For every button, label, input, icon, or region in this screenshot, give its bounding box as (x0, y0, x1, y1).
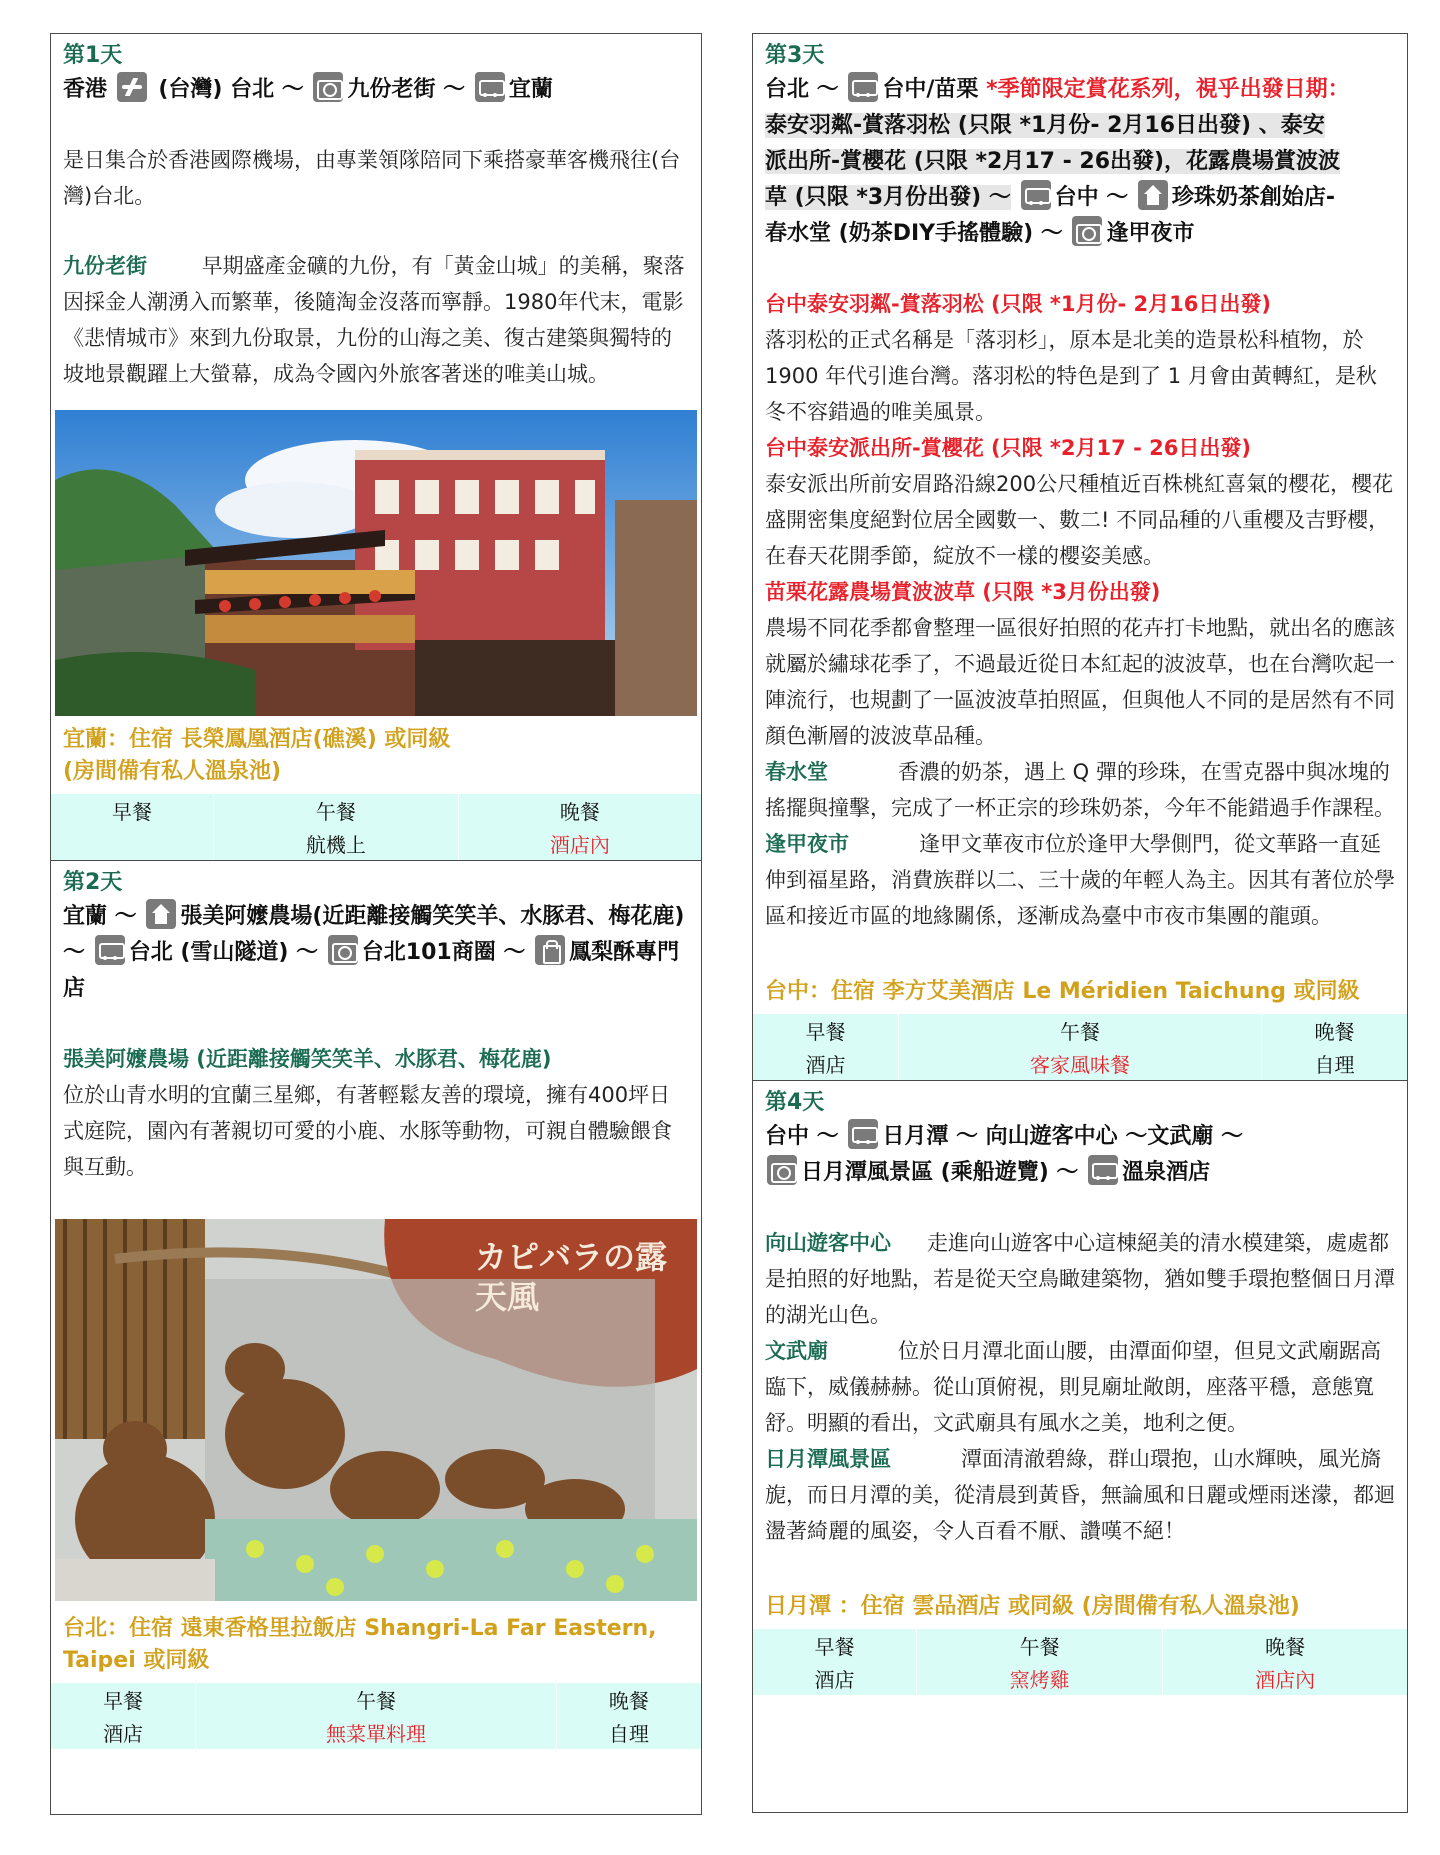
day1-meal-table (51, 794, 701, 860)
meal-dinner: 酒店內 (1163, 1662, 1407, 1695)
day1-intro: 是日集合於香港國際機場，由專業領隊陪同下乘搭豪華客機飛往(台灣)台北。 (63, 148, 681, 208)
hotel-line: 台北：住宿 遠東香格里拉飯店 Shangri-La Far Eastern, (63, 1616, 657, 1641)
day4-hotel: 日月潭 ：住宿 雲品酒店 或同級 (房間備有私人溫泉池) (765, 1594, 1300, 1619)
bus-icon (95, 935, 125, 965)
route-stop: 張美阿嬤農場(近距離接觸笑笑羊、水豚君、梅花鹿)～ (63, 904, 685, 965)
capybara-photo (55, 1219, 697, 1601)
day3-spot-sakura (753, 430, 1407, 574)
spot-description: 早期盛產金礦的九份，有「黃金山城」的美稱，聚落因採金人潮湧入而繁華，後隨淘金沒落而寧靜。1980年代末，電影《悲情城市》來到九份取景，九份的山海之美、復古建築與獨特的坡地景觀躍上大螢幕，成為令國內外旅客著迷的唯美山城。 (63, 254, 685, 386)
meal-header-row (51, 794, 701, 827)
spot-description: 落羽松的正式名稱是「落羽杉」，原本是北美的造景松科植物，於 1900 年代引進台灣。落羽松的特色是到了 1 月會由黃轉紅，是秋冬不容錯過的唯美風景。 (765, 328, 1377, 424)
camera-icon (313, 72, 343, 102)
meal-value-row (753, 1662, 1407, 1695)
day4-route (753, 1119, 1407, 1191)
day4-spot-sunmoonlake (753, 1441, 1407, 1549)
meal-breakfast: 酒店 (103, 1722, 144, 1746)
meal-header-row (753, 1629, 1407, 1662)
day3-section (753, 34, 1407, 1080)
spot-name: 張美阿嬤農場 (近距離接觸笑笑羊、水豚君、梅花鹿) (63, 1047, 552, 1071)
seasonal-option: 草 (只限 *3月份出發) ～ (765, 185, 1011, 210)
meal-header-breakfast: 早餐 (112, 800, 152, 824)
day4-spot-xiangshan (753, 1225, 1407, 1333)
day1-hotel (51, 716, 701, 788)
day1-spot-jiufen (51, 248, 701, 392)
bus-icon (475, 72, 505, 102)
jiufen-photo (55, 410, 697, 716)
route-stop: 日月潭風景區 (乘船遊覽) ～ (801, 1160, 1079, 1185)
seasonal-option: 泰安羽粼-賞落羽松 (只限 *1月份- 2月16日出發) 、泰安 (765, 113, 1325, 138)
meal-header-row (753, 1014, 1407, 1047)
day3-title: 第3天 (765, 43, 825, 68)
day2-spot-farm (51, 1041, 701, 1185)
day3-hotel: 台中：住宿 李方艾美酒店 Le Méridien Taichung 或同級 (765, 979, 1360, 1004)
route-stop: 台中/苗栗 (882, 77, 979, 102)
bus-icon (848, 1119, 878, 1149)
day2-route (51, 899, 701, 1007)
meal-lunch: 無菜單料理 (196, 1716, 557, 1749)
day4-meal-table (753, 1629, 1407, 1695)
spot-title: 台中泰安羽粼-賞落羽松 (只限 *1月份- 2月16日出發) (765, 292, 1271, 316)
day1-title: 第1天 (63, 43, 123, 68)
day2-title: 第2天 (63, 870, 123, 895)
meal-value-row (753, 1047, 1407, 1080)
bus-icon (1021, 180, 1051, 210)
meal-dinner: 酒店內 (458, 827, 701, 860)
meal-header-lunch: 午餐 (899, 1014, 1262, 1047)
route-stop: 春水堂 (奶茶DIY手搖體驗) ～ (765, 221, 1063, 246)
spot-description: 位於日月潭北面山腰，由潭面仰望，但見文武廟踞高臨下，威儀赫赫。從山頂俯視，則見廟址敞朗，座落平穩，意態寬舒。明顯的看出，文武廟具有風水之美，地利之便。 (765, 1339, 1381, 1435)
left-column (50, 33, 702, 1815)
route-stop: 珍珠奶茶創始店- (1171, 185, 1336, 210)
day3-spot-luoyusong (753, 286, 1407, 430)
day2-meal-table (51, 1683, 701, 1749)
meal-dinner: 自理 (1261, 1047, 1407, 1080)
route-stop: 鳳梨酥專門店 (63, 940, 680, 1001)
day4-spot-wenwu (753, 1333, 1407, 1441)
meal-lunch: 窯烤雞 (917, 1662, 1163, 1695)
day3-spot-fengjia (753, 826, 1407, 934)
meal-header-breakfast: 早餐 (805, 1020, 846, 1044)
day4-section (753, 1080, 1407, 1695)
spot-description: 逢甲文華夜市位於逢甲大學側門，從文華路一直延伸到福星路，消費族群以二、三十歲的年輕人為主。因其有著位於學區和接近市區的地緣關係，逐漸成為臺中市夜市集團的龍頭。 (765, 832, 1395, 928)
route-stop: 日月潭 ～ 向山遊客中心 ～文武廟 ～ (882, 1124, 1243, 1149)
route-stop: 台北101商圈 (361, 940, 496, 965)
day1-section (51, 34, 701, 860)
spot-name: 日月潭風景區 (765, 1447, 891, 1471)
meal-breakfast: 酒店 (814, 1668, 855, 1692)
spot-description: 香濃的奶茶，遇上 Q 彈的珍珠，在雪克器中與冰塊的搖擺與撞擊，完成了一杯正宗的珍珠奶茶，今年不能錯過手作課程。 (765, 760, 1395, 820)
hotel-line: Taipei 或同級 (63, 1648, 210, 1673)
camera-icon (767, 1155, 797, 1185)
camera-icon (1072, 216, 1102, 246)
spot-name: 九份老街 (63, 254, 147, 278)
route-stop: 宜蘭 (508, 77, 553, 102)
route-stop: 台北 ～ (765, 77, 839, 102)
meal-value-row (51, 1716, 701, 1749)
day3-meal-table (753, 1014, 1407, 1080)
spot-name: 向山遊客中心 (765, 1231, 891, 1255)
spot-description: 泰安派出所前安眉路沿線200公尺種植近百株桃紅喜氣的櫻花，櫻花盛開密集度絕對位居全國數一、數二! 不同品種的八重櫻及吉野櫻，在春天花開季節，綻放不一樣的櫻姿美感。 (765, 472, 1394, 568)
spot-description: 位於山青水明的宜蘭三星鄉，有著輕鬆友善的環境，擁有400坪日式庭院，園內有著親切可愛的小鹿、水豚等動物，可親自體驗餵食與互動。 (63, 1083, 672, 1179)
meal-header-dinner: 晚餐 (556, 1683, 701, 1716)
route-stop: (台灣) 台北 ～ (158, 77, 304, 102)
day4-title: 第4天 (765, 1090, 825, 1115)
route-stop: 逢甲夜市 (1106, 221, 1195, 246)
route-stop: 台中 ～ (765, 1124, 839, 1149)
meal-dinner: 自理 (556, 1716, 701, 1749)
meal-header-breakfast: 早餐 (103, 1689, 144, 1713)
right-column (752, 33, 1408, 1813)
seasonal-note: *季節限定賞花系列，視乎出發日期： (986, 77, 1350, 102)
hotel-line: 宜蘭：住宿 長榮鳳凰酒店(礁溪) 或同級 (63, 727, 451, 752)
meal-header-dinner: 晚餐 (1163, 1629, 1407, 1662)
hotel-line: (房間備有私人溫泉池) (63, 759, 282, 784)
day3-route (753, 72, 1407, 252)
day3-spot-bobocao (753, 574, 1407, 754)
plane-icon (117, 72, 147, 102)
day3-spot-chunshuitang (753, 754, 1407, 826)
meal-header-lunch: 午餐 (196, 1683, 557, 1716)
spot-title: 苗栗花露農場賞波波草 (只限 *3月份出發) (765, 580, 1161, 604)
day1-route (51, 72, 701, 108)
route-stop: 台中 ～ (1054, 185, 1129, 210)
route-stop: 九份老街 ～ (347, 77, 466, 102)
bag-icon (535, 935, 565, 965)
meal-header-lunch: 午餐 (917, 1629, 1163, 1662)
route-stop: 台北 (雪山隧道) ～ (128, 940, 319, 965)
spot-description: 農場不同花季都會整理一區很好拍照的花卉打卡地點，就出名的應該就屬於繡球花季了，不過最近從日本紅起的波波草，也在台灣吹起一陣流行，也規劃了一區波波草拍照區，但與他人不同的是居然有不同顏色漸層的波波草品種。 (765, 616, 1395, 748)
spot-description: 走進向山遊客中心這棟絕美的清水模建築，處處都是拍照的好地點，若是從天空鳥瞰建築物，猶如雙手環抱整個日月潭的湖光山色。 (765, 1231, 1395, 1327)
meal-header-breakfast: 早餐 (814, 1635, 855, 1659)
home-icon (146, 899, 176, 929)
route-stop: 宜蘭 ～ (63, 904, 137, 929)
bus-icon (1088, 1155, 1118, 1185)
route-stop: 溫泉酒店 (1122, 1160, 1211, 1185)
route-stop: ～ (503, 940, 526, 965)
meal-breakfast (51, 827, 214, 860)
meal-lunch: 客家風味餐 (899, 1047, 1262, 1080)
route-stop: 香港 (63, 77, 108, 102)
meal-header-dinner: 晚餐 (1261, 1014, 1407, 1047)
meal-value-row (51, 827, 701, 860)
seasonal-option: 派出所-賞櫻花 (只限 *2月17 - 26出發)，花露農場賞波波 (765, 149, 1341, 174)
spot-title: 台中泰安派出所-賞櫻花 (只限 *2月17 - 26日出發) (765, 436, 1251, 460)
meal-header-row (51, 1683, 701, 1716)
spot-name: 逢甲夜市 (765, 832, 849, 856)
bus-icon (848, 72, 878, 102)
spot-description: 潭面清澈碧綠，群山環抱，山水輝映，風光旖旎，而日月潭的美，從清晨到黃昏，無論風和日麗或煙雨迷濛，都迴盪著綺麗的風姿，令人百看不厭、讚嘆不絕！ (765, 1447, 1395, 1543)
day2-section (51, 860, 701, 1749)
home-icon (1138, 180, 1168, 210)
meal-lunch: 航機上 (214, 827, 459, 860)
meal-header-lunch: 午餐 (214, 794, 459, 827)
photo-sign-text: カピバラの露天風 (475, 1238, 668, 1316)
meal-breakfast: 酒店 (805, 1053, 846, 1077)
spot-name: 春水堂 (765, 760, 828, 784)
day2-hotel (51, 1601, 701, 1677)
spot-name: 文武廟 (765, 1339, 828, 1363)
camera-icon (328, 935, 358, 965)
meal-header-dinner: 晚餐 (458, 794, 701, 827)
